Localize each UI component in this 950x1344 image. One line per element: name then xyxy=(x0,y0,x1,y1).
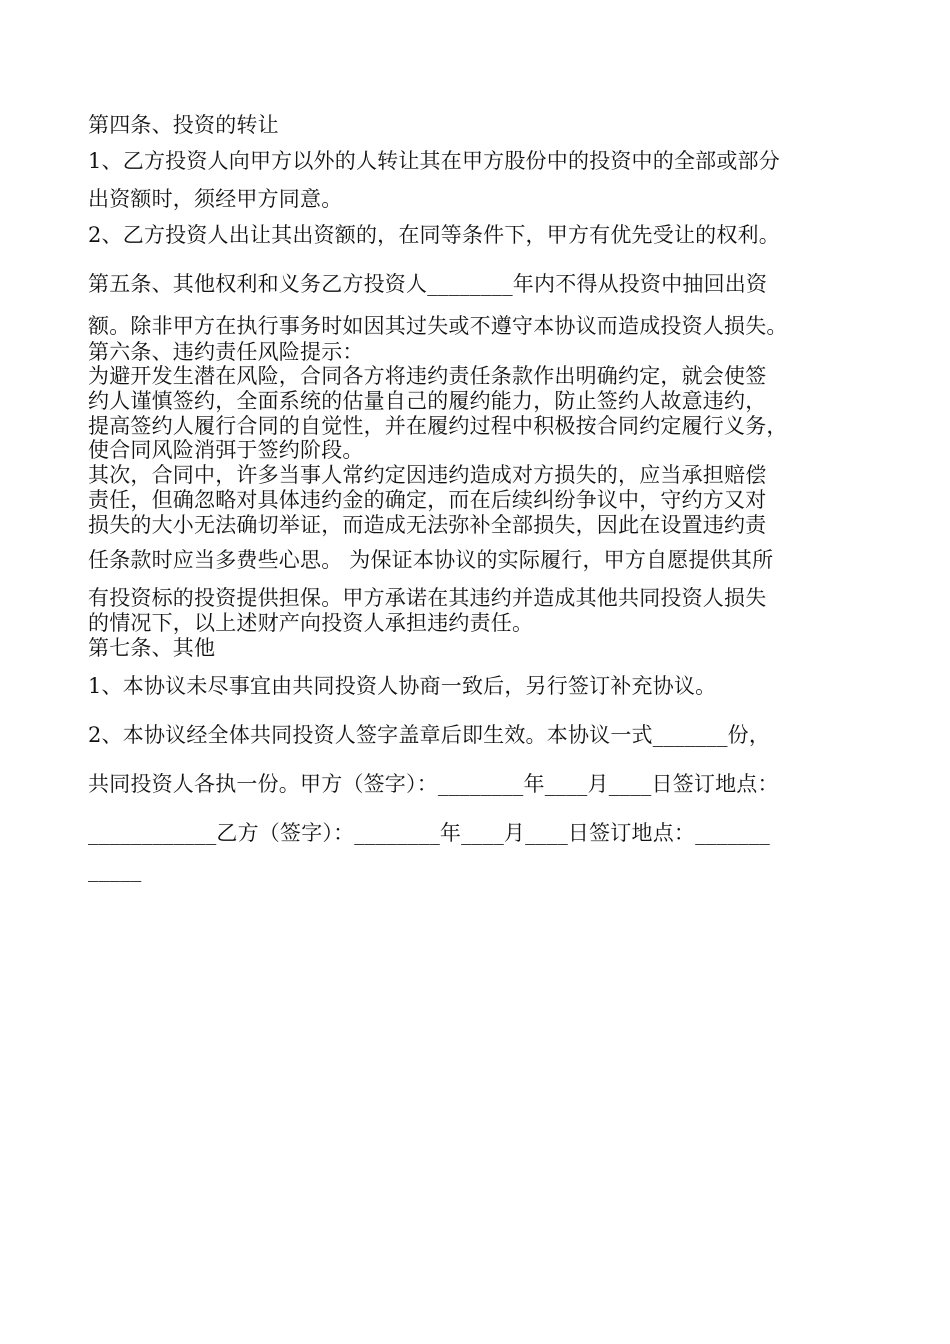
article-4-clause-1-cont: 出资额时，须经甲方同意。 xyxy=(88,187,343,211)
article-4-clause-2: 2、乙方投资人出让其出资额的，在同等条件下，甲方有优先受让的权利。 xyxy=(88,223,780,247)
signature-line-party-a: 共同投资人各执一份。甲方（签字）：________年____月____日签订地点： xyxy=(88,772,779,796)
signature-line-party-b: ____________乙方（签字）：________年____月____日签订地点：_______ xyxy=(88,821,770,845)
article-6-para-2-line-4: 任条款时应当多费些心思。 为保证本协议的实际履行，甲方自愿提供其所 xyxy=(88,548,774,572)
article-6-para-2-line-2: 责任，但确忽略对具体违约金的确定，而在后续纠纷争议中，守约方又对 xyxy=(88,488,767,512)
article-6-para-1-line-3: 提高签约人履行合同的自觉性，并在履约过程中积极按合同约定履行义务， xyxy=(88,414,788,438)
article-6-para-2-line-5: 有投资标的投资提供担保。甲方承诺在其违约并造成其他共同投资人损失 xyxy=(88,586,767,610)
article-6-para-2-line-6: 的情况下，以上述财产向投资人承担违约责任。 xyxy=(88,611,534,635)
article-6-para-1-line-1: 为避开发生潜在风险，合同各方将违约责任条款作出明确约定，就会使签 xyxy=(88,364,767,388)
signature-line-tail: _____ xyxy=(88,858,142,882)
article-6-heading: 第六条、违约责任风险提示： xyxy=(88,340,364,364)
article-6-para-2-line-3: 损失的大小无法确切举证，而造成无法弥补全部损失，因此在设置违约责 xyxy=(88,513,767,537)
article-4-heading: 第四条、投资的转让 xyxy=(88,113,279,137)
article-6-para-1-line-2: 约人谨慎签约，全面系统的估量自己的履约能力，防止签约人故意违约， xyxy=(88,389,767,413)
article-4-clause-1: 1、乙方投资人向甲方以外的人转让其在甲方股份中的投资中的全部或部分 xyxy=(88,149,780,173)
article-7-clause-1: 1、本协议未尽事宜由共同投资人协商一致后，另行签订补充协议。 xyxy=(88,674,717,698)
article-6-para-2-line-1: 其次，合同中，许多当事人常约定因违约造成对方损失的，应当承担赔偿 xyxy=(88,463,767,487)
article-7-clause-2: 2、本协议经全体共同投资人签字盖章后即生效。本协议一式_______份， xyxy=(88,723,771,747)
article-5-text-cont: 额。除非甲方在执行事务时如因其过失或不遵守本协议而造成投资人损失。 xyxy=(88,314,788,338)
article-6-para-1-line-4: 使合同风险消弭于签约阶段。 xyxy=(88,438,364,462)
article-5-text: 第五条、其他权利和义务乙方投资人________年内不得从投资中抽回出资 xyxy=(88,272,768,296)
article-7-heading: 第七条、其他 xyxy=(88,636,216,660)
